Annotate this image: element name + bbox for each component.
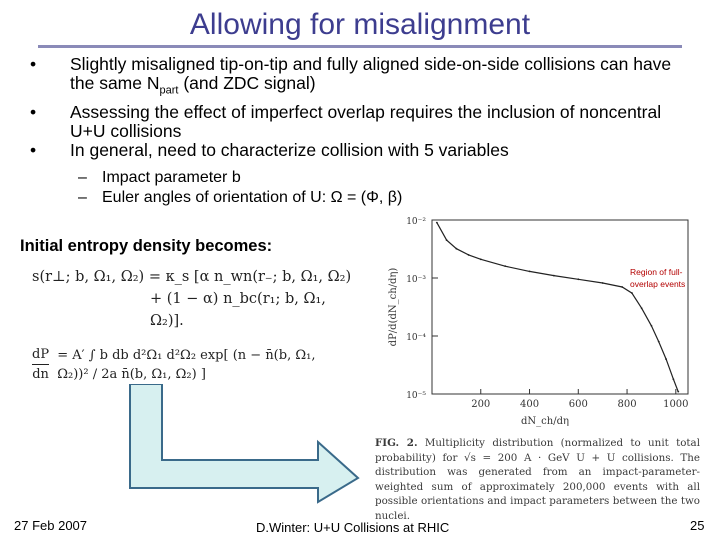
arrow-shape bbox=[128, 384, 360, 504]
title-underline bbox=[38, 45, 682, 48]
sub-bullet-text: Euler angles of orientation of U: Ω = (Φ, β) bbox=[102, 189, 403, 206]
sub-bullet-text: Impact parameter b bbox=[102, 169, 241, 186]
equation-line: + (1 − α) n_bc(r₁; b, Ω₁, Ω₂)]. bbox=[150, 291, 326, 329]
data-point bbox=[553, 275, 555, 277]
lhs-fraction bbox=[32, 345, 49, 384]
slide-title: Allowing for misalignment bbox=[189, 8, 531, 41]
data-point bbox=[602, 282, 604, 284]
equation-line: s(r⊥; b, Ω₁, Ω₂) = κ_s [α n_wn(r₋; b, Ω₁, Ω₂) bbox=[32, 269, 352, 285]
data-point bbox=[665, 358, 667, 360]
data-point bbox=[455, 248, 457, 250]
series-line bbox=[437, 223, 678, 392]
bullet-text: In general, need to characterize collision with 5 variables bbox=[70, 139, 509, 160]
bullet-item bbox=[30, 141, 690, 160]
y-tick-label: 10⁻⁵ bbox=[406, 391, 426, 401]
entropy-equation bbox=[32, 266, 362, 329]
y-tick-label: 10⁻³ bbox=[406, 275, 426, 285]
probability-equation bbox=[32, 345, 342, 387]
dash-glyph: – bbox=[78, 189, 87, 206]
sub-bullet-item bbox=[78, 188, 402, 208]
sub-bullet-item bbox=[78, 168, 402, 188]
data-point bbox=[641, 307, 643, 309]
bullet-text: Assessing the effect of imperfect overlap requires the inclusion of noncentral U+U collisions bbox=[70, 101, 662, 141]
data-point bbox=[504, 265, 506, 267]
bullet-text: Slightly misaligned tip-on-tip and fully aligned side-on-side collisions can have the same N bbox=[70, 54, 672, 93]
bullet-list bbox=[30, 55, 690, 160]
bullet-glyph: • bbox=[30, 54, 37, 74]
caption-text: Multiplicity distribution (normalized to unit total probability) for √s = 200 A · GeV U + U collisions. The distribution was generated from an impact-parameter-weighted sum of approximately 200,000 events with all possible orientations and impact parameters between the two nuclei. bbox=[375, 437, 700, 522]
figure-caption bbox=[375, 436, 700, 524]
x-tick-label: 200 bbox=[471, 399, 491, 410]
data-point bbox=[529, 270, 531, 272]
data-point bbox=[677, 391, 679, 393]
equation-rhs: = A′ ∫ b db d²Ω₁ d²Ω₂ exp[ (n − n̄(b, Ω₁, Ω₂))² / 2a n̄(b, Ω₁, Ω₂) ] bbox=[57, 347, 316, 382]
page-number: 25 bbox=[690, 518, 705, 533]
multiplicity-chart bbox=[370, 212, 710, 440]
lhs-numerator: dP bbox=[32, 345, 49, 365]
bullet-text-tail: (and ZDC signal) bbox=[178, 73, 316, 93]
data-point bbox=[436, 222, 438, 224]
y-tick-label: 10⁻⁴ bbox=[406, 333, 426, 343]
data-point bbox=[651, 325, 653, 327]
plot-frame bbox=[432, 220, 688, 394]
data-point bbox=[658, 341, 660, 343]
lhs-denominator: dn bbox=[32, 367, 49, 382]
y-axis-label: dP/d(dN_ch/dη) bbox=[388, 267, 399, 347]
bullet-subscript: part bbox=[159, 84, 179, 97]
data-point bbox=[480, 258, 482, 260]
x-axis-label: dN_ch/dη bbox=[521, 416, 569, 427]
entropy-label: Initial entropy density becomes: bbox=[20, 237, 273, 255]
x-tick-label: 800 bbox=[617, 399, 637, 410]
data-point bbox=[446, 239, 448, 241]
bullet-item bbox=[30, 103, 690, 141]
x-tick-label: 1000 bbox=[663, 399, 689, 410]
data-point bbox=[468, 254, 470, 256]
dash-glyph: – bbox=[78, 169, 87, 186]
footer-title: D.Winter: U+U Collisions at RHIC bbox=[256, 520, 450, 535]
region-note: Region of full-overlap events bbox=[630, 267, 686, 289]
data-point bbox=[631, 292, 633, 294]
footer-date: 27 Feb 2007 bbox=[14, 518, 88, 533]
bullet-glyph: • bbox=[30, 101, 37, 122]
y-tick-label: 10⁻² bbox=[406, 217, 426, 227]
bullet-item bbox=[30, 55, 690, 101]
x-tick-label: 600 bbox=[568, 399, 588, 410]
bullet-glyph: • bbox=[30, 139, 37, 160]
data-point bbox=[577, 278, 579, 280]
data-point bbox=[672, 378, 674, 380]
x-tick-label: 400 bbox=[519, 399, 540, 410]
sub-bullet-list bbox=[78, 168, 402, 208]
caption-label: FIG. 2. bbox=[375, 437, 418, 449]
data-point bbox=[621, 286, 623, 288]
